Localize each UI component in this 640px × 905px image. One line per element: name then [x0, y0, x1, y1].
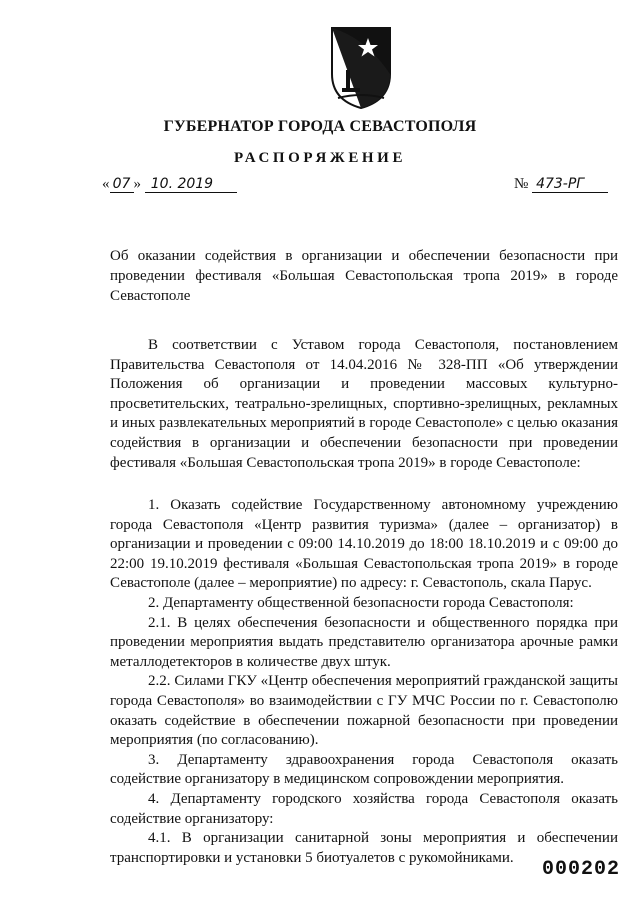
number-value: 473-РГ: [532, 176, 608, 193]
order-item-4: 4. Департаменту городского хозяйства города Севастополя оказать содействие организатору:: [110, 790, 618, 827]
order-item-2-2: 2.2. Силами ГКУ «Центр обеспечения мероприятий гражданской защиты города Севастополя» во взаимодействии с ГУ МЧС России по г. Севастополю оказать содействие в обеспечении пожарной безопасности при проведении мероприятия (по согласованию).: [110, 673, 618, 749]
date-month-year: 10. 2019: [145, 176, 237, 193]
coat-of-arms-icon: [326, 24, 396, 110]
order-item-2: 2. Департаменту общественной безопасности города Севастополя:: [148, 594, 574, 611]
serial-number: 000202: [542, 858, 621, 881]
order-item-3: 3. Департаменту здравоохранения города Севастополя оказать содействие организатору в медицинском сопровождении мероприятия.: [110, 751, 618, 788]
document-subject: Об оказании содействия в организации и обеспечении безопасности при проведении фестиваля «Большая Севастопольская тропа 2019» в городе Севастополе: [110, 248, 618, 304]
date-close-quote: »: [133, 176, 141, 192]
number-label: №: [514, 176, 529, 192]
order-item-1: 1. Оказать содействие Государственному автономному учреждению города Севастополя «Центр развития туризма» (далее – организатор) в организации и проведении с 09:00 14.10.2019 до 18:00 18.10.2019 и с 09:00 до 22:00 19.10.2019 фестиваля «Большая Севастопольская тропа 2019» в городе Севастополе (далее – мероприятие) по адресу: г. Севастополь, скала Парус.: [110, 497, 618, 592]
order-item-4-1: 4.1. В организации санитарной зоны мероприятия и обеспечении транспортировки и установки 5 биотуалетов с рукомойниками.: [110, 830, 618, 866]
document-number: [514, 176, 608, 193]
date-open-quote: «: [102, 176, 110, 192]
preamble: [110, 336, 618, 473]
order-item-2-1: 2.1. В целях обеспечения безопасности и общественного порядка при проведении мероприятия выдать представителю организатора арочные рамки металлодетекторов в количестве двух штук.: [110, 614, 618, 670]
date-day: 07: [110, 176, 134, 193]
preamble-text: В соответствии с Уставом города Севастополя, постановлением Правительства Севастополя от 14.04.2016 № 328-ПП «Об утверждении Положения об организации и проведении массовых культурно-просветительских, театрально-зрелищных, спортивно-зрелищных, рекламных и иных развлекательных мероприятий в городе Севастополе» с целью оказания содействия в организации и обеспечении безопасности при проведении фестиваля «Большая Севастопольская тропа 2019» в городе Севастополе:: [110, 337, 618, 471]
document-date: [102, 176, 237, 193]
issuing-authority: ГУБЕРНАТОР ГОРОДА СЕВАСТОПОЛЯ: [163, 118, 477, 135]
order-items: [110, 496, 618, 868]
document-type: РАСПОРЯЖЕНИЕ: [233, 150, 407, 166]
